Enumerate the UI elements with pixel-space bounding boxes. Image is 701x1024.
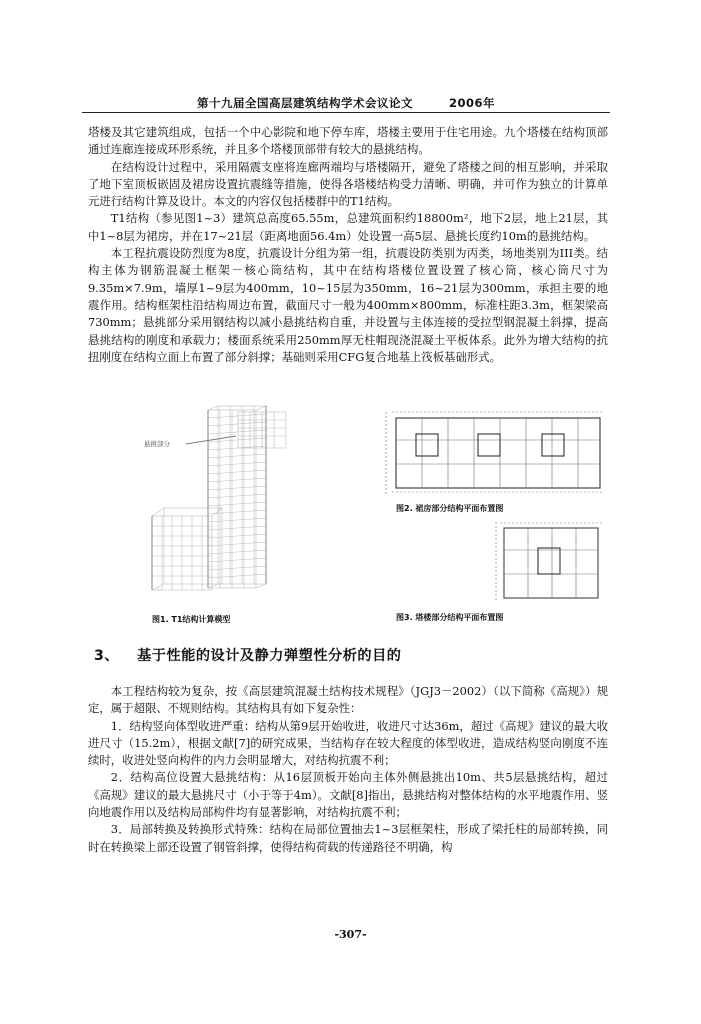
podium-plan-drawing xyxy=(378,408,606,496)
section-title: 基于性能的设计及静力弹塑性分析的目的 xyxy=(137,648,402,664)
paragraph: 2．结构高位设置大悬挑结构：从16层顶板开始向主体外侧悬挑出10m、共5层悬挑结构，超过《高规》建议的最大悬挑尺寸（小于等于4m）。文献[8]指出，悬挑结构对整体结构的水平地震作用、竖向地震作用以及结构局部构件均有显著影响，对结构抗震不利； xyxy=(88,770,608,820)
header-year: 2006年 xyxy=(448,96,495,110)
paragraph: T1结构（参见图1~3）建筑总高度65.55m，总建筑面积约18800m²，地下2层，地上21层，其中1~8层为裙房，并在17~21层（距离地面56.4m）处设置一高5层、悬挑长度约10m的悬挑结构。 xyxy=(88,211,608,243)
running-header xyxy=(82,95,610,111)
paragraph: 本工程抗震设防烈度为8度，抗震设计分组为第一组，抗震设防类别为丙类，场地类别为III类。结构主体为钢筋混凝土框架－核心筒结构，其中在结构塔楼位置设置了核心筒，核心筒尺寸为9.35m×7.9m，墙厚1~9层为400mm，10~15层为350mm，16~21层为300mm，承担主要的地震作用。结构框架柱沿结构周边布置，截面尺寸一般为400mm×800mm，标准柱距3.3m，框架梁高730mm；悬挑部分采用钢结构以减小悬挑结构自重，并设置与主体连接的受拉型钢混凝土斜撑，提高悬挑结构的刚度和承载力；楼面系统采用250mm厚无柱帽现浇混凝土平板体系。此外为增大结构的抗扭刚度在结构立面上布置了部分斜撑；基础则采用CFG复合地基上筏板基础形式。 xyxy=(88,246,608,364)
paragraph: 塔楼及其它建筑组成，包括一个中心影院和地下停车库，塔楼主要用于住宅用途。九个塔楼在结构顶部通过连廊连接成环形系统，并且多个塔楼顶部带有较大的悬挑结构。 xyxy=(88,125,608,157)
figure-1-callout-label: 悬挑部分 xyxy=(144,440,170,448)
intro-text xyxy=(88,124,608,366)
page-number: -307- xyxy=(334,928,367,941)
section-number: 3、 xyxy=(94,648,120,664)
figure-1-caption: 图1. T1结构计算模型 xyxy=(152,615,231,624)
paragraph: 1．结构竖向体型收进严重：结构从第9层开始收进，收进尺寸达36m，超过《高规》建议的最大收进尺寸（15.2m），根据文献[7]的研究成果，当结构存在较大程度的体型收进，造成结构竖向刚度不连续时，收进处竖向构件的内力会明显增大，对结构抗震不利； xyxy=(88,718,608,768)
tower-plan-drawing xyxy=(492,520,604,604)
figure-3-caption: 图3. 塔楼部分结构平面布置图 xyxy=(396,613,504,622)
figure-2-podium-plan xyxy=(378,408,606,496)
paragraph: 本工程结构较为复杂，按《高层建筑混凝土结构技术规程》（JGJ3－2002）（以下简称《高规》）规定，属于超限、不规则结构。其结构具有如下复杂性： xyxy=(88,684,608,716)
header-rule xyxy=(82,112,610,113)
paragraph: 在结构设计过程中，采用隔震支座将连廊两端均与塔楼隔开，避免了塔楼之间的相互影响，并采取了地下室顶板嵌固及裙房设置抗震缝等措施，使得各塔楼结构受力清晰、明确，并可作为独立的计算单元进行结构计算及设计。本文的内容仅包括楼群中的T1结构。 xyxy=(88,159,608,209)
section-text xyxy=(88,683,608,856)
figure-3-tower-plan xyxy=(492,520,604,604)
paragraph: 3．局部转换及转换形式特殊：结构在局部位置抽去1~3层框架柱，形成了梁托柱的局部转换，同时在转换梁上部还设置了钢管斜撑，使得结构荷载的传递路径不明确，构 xyxy=(88,822,608,854)
figure-2-caption: 图2. 裙房部分结构平面布置图 xyxy=(396,504,504,513)
section-heading xyxy=(94,645,401,665)
structure-model-drawing xyxy=(138,404,308,600)
figure-1-structure-model xyxy=(138,404,308,600)
conference-title: 第十九届全国高层建筑结构学术会议论文 xyxy=(196,96,413,110)
